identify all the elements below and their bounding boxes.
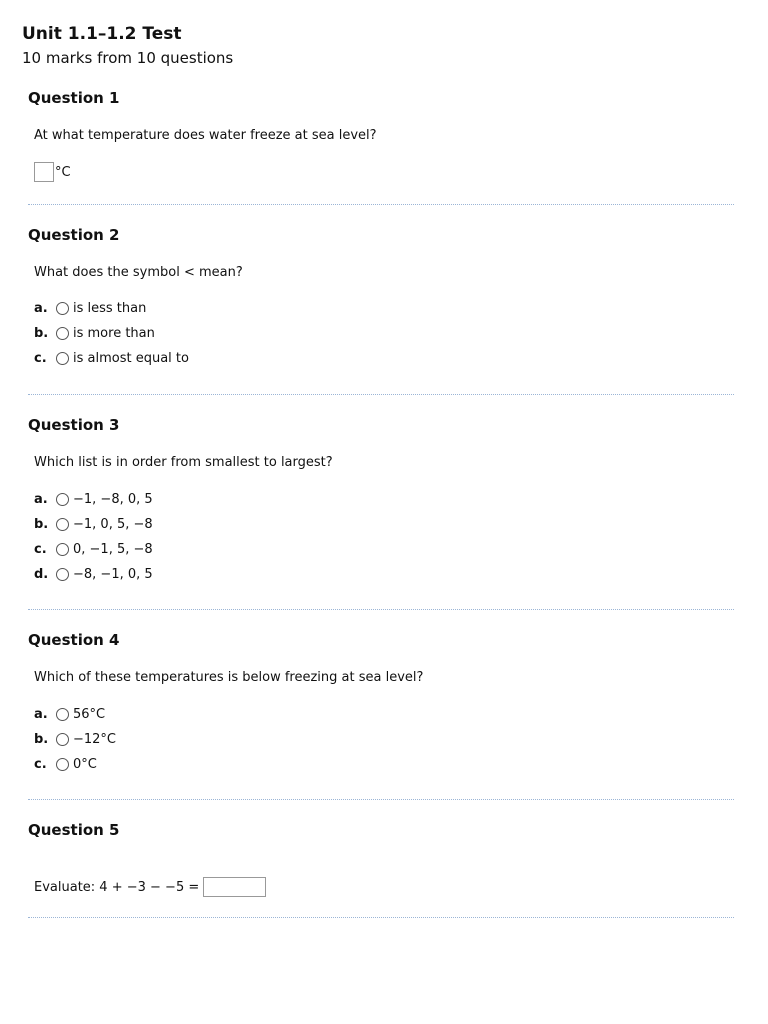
question-heading: Question 3 [28,416,120,434]
option-b[interactable] [34,514,153,534]
temperature-input[interactable] [34,162,54,182]
option-label: 56°C [73,706,106,722]
radio-button[interactable] [56,352,69,365]
radio-button[interactable] [56,302,69,315]
option-label: 0, −1, 5, −8 [73,541,153,557]
question-divider [28,204,734,205]
option-letter: a. [34,706,48,722]
option-letter: a. [34,300,48,316]
radio-button[interactable] [56,327,69,340]
option-label: 0°C [73,756,97,772]
page-title: Unit 1.1–1.2 Test [22,24,182,44]
radio-button[interactable] [56,758,69,771]
option-b[interactable] [34,323,155,343]
option-label: −12°C [73,731,117,747]
question-text: What does the symbol < mean? [34,265,243,280]
option-label: −1, −8, 0, 5 [73,491,153,507]
evaluate-row [34,876,266,898]
question-divider [28,799,734,800]
question-text: Evaluate: 4 + −3 − −5 = [34,879,200,895]
question-3 [28,415,734,610]
question-text: Which list is in order from smallest to largest? [34,455,333,470]
question-text: At what temperature does water freeze at sea level? [34,128,377,143]
question-divider [28,917,734,918]
question-heading: Question 4 [28,631,120,649]
page-subtitle: 10 marks from 10 questions [22,49,234,67]
option-letter: d. [34,566,49,582]
option-label: −1, 0, 5, −8 [73,516,153,532]
radio-button[interactable] [56,733,69,746]
option-label: is less than [73,300,147,316]
page-header [22,22,233,70]
option-label: −8, −1, 0, 5 [73,566,153,582]
option-label: is almost equal to [73,350,189,366]
radio-button[interactable] [56,708,69,721]
option-letter: c. [34,541,47,557]
question-4 [28,630,734,800]
answer-input[interactable] [203,877,266,897]
option-letter: c. [34,756,47,772]
question-1 [28,88,734,206]
radio-button[interactable] [56,568,69,581]
unit-label: °C [55,164,71,180]
radio-button[interactable] [56,543,69,556]
option-b[interactable] [34,729,116,749]
option-letter: a. [34,491,48,507]
radio-button[interactable] [56,493,69,506]
option-c[interactable] [34,754,97,774]
answer-input-row [34,161,71,183]
option-letter: b. [34,325,49,341]
question-text: Which of these temperatures is below freezing at sea level? [34,670,424,685]
question-5 [28,820,734,920]
option-a[interactable] [34,489,153,509]
option-letter: b. [34,516,49,532]
option-c[interactable] [34,539,153,559]
option-a[interactable] [34,704,105,724]
option-label: is more than [73,325,155,341]
option-c[interactable] [34,348,189,368]
option-letter: b. [34,731,49,747]
question-heading: Question 5 [28,821,120,839]
question-divider [28,609,734,610]
radio-button[interactable] [56,518,69,531]
option-d[interactable] [34,564,153,584]
question-divider [28,394,734,395]
question-2 [28,225,734,395]
option-a[interactable] [34,298,146,318]
question-heading: Question 2 [28,226,120,244]
question-heading: Question 1 [28,89,120,107]
option-letter: c. [34,350,47,366]
